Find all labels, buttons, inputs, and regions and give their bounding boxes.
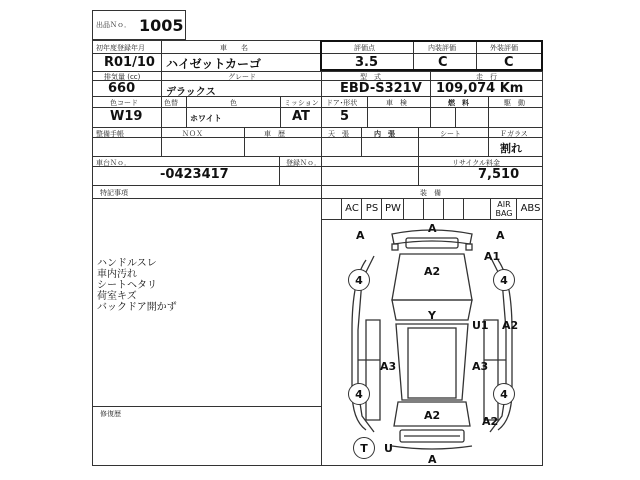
damage-bottom-u: U <box>384 442 393 455</box>
recycle-label: リサイクル料金 <box>452 159 501 167</box>
recycle-value: 7,510 <box>478 167 520 182</box>
color-code-label: 色コード <box>110 99 138 107</box>
reg-no-label: 登録Ｎｏ． <box>286 159 321 167</box>
inspection-label: 車 検 <box>386 99 407 107</box>
damage-front-left: A <box>356 229 365 242</box>
equipment-slot <box>403 199 424 219</box>
notes-list <box>97 258 177 313</box>
mission-value: AT <box>292 109 310 124</box>
lot-number: 1005 <box>139 16 184 35</box>
score-label: 評価点 <box>354 44 375 52</box>
roof-label: 天 張 <box>328 130 349 138</box>
damage-front-top: A <box>428 222 437 235</box>
equipment-label: 装 備 <box>420 189 441 197</box>
note-line: 車内汚れ <box>97 269 137 280</box>
reg-date-label: 初年度登録年月 <box>96 44 145 52</box>
equipment-row <box>341 199 543 219</box>
tire-front-left: 4 <box>348 269 370 291</box>
equipment-abs: ABS <box>516 199 544 219</box>
damage-rear-corner: A2 <box>482 415 499 428</box>
note-line: シートヘタリ <box>97 280 157 291</box>
damage-rear-bottom: A <box>428 453 437 466</box>
damage-left-rear: A3 <box>380 360 397 373</box>
grade-value: デラックス <box>166 87 216 98</box>
damage-right-front: A1 <box>484 250 501 263</box>
score-value: 3.5 <box>355 55 379 70</box>
door-value: 5 <box>340 109 350 124</box>
car-history-label: 車 歴 <box>264 130 285 138</box>
car-name-label: 車 名 <box>220 44 248 52</box>
tire-front-right: 4 <box>493 269 515 291</box>
repair-history-label: 修復歴 <box>100 410 121 418</box>
color-value: ホワイト <box>190 114 222 123</box>
equipment-airbag: AIR BAG <box>490 199 517 220</box>
damage-floor: Y <box>428 309 436 322</box>
tire-rear-left: 4 <box>348 383 370 405</box>
note-line: ハンドルスレ <box>97 258 157 269</box>
exterior-eval-label: 外装評価 <box>490 44 518 52</box>
damage-rear-panel: A2 <box>424 409 441 422</box>
damage-front-right: A <box>496 229 505 242</box>
interior-eval-label: 内装評価 <box>428 44 456 52</box>
car-name-value: ハイゼットカーゴ <box>166 57 262 71</box>
car-diagram <box>322 220 542 466</box>
color-change-label: 色替 <box>164 99 178 107</box>
color-label: 色 <box>230 99 237 107</box>
damage-hood: A2 <box>424 265 441 278</box>
spare-tire: T <box>353 437 375 459</box>
nox-label: ＮＯＸ <box>182 130 203 138</box>
equipment-ac: AC <box>341 199 362 219</box>
drive-label: 駆 動 <box>504 99 525 107</box>
displacement-label: 排気量 (cc) <box>104 73 141 81</box>
color-code-value: W19 <box>110 109 143 124</box>
tire-rear-right: 4 <box>493 383 515 405</box>
mission-label: ミッション <box>284 99 319 107</box>
notes-label: 特記事項 <box>100 189 128 197</box>
equipment-pw: PW <box>381 199 404 219</box>
equipment-ps: PS <box>361 199 382 219</box>
fuel-label: 燃 料 <box>448 99 469 107</box>
mileage-value: 109,074 Km <box>436 81 524 96</box>
damage-side-u1: U1 <box>472 319 489 332</box>
equipment-slot <box>463 199 491 219</box>
manual-label: 整備手帳 <box>96 130 124 138</box>
front-glass-label: Ｆガラス <box>500 130 528 138</box>
interior-eval-value: C <box>438 55 448 70</box>
chassis-label: 車台Ｎｏ． <box>96 159 131 167</box>
seat-label: シート <box>440 130 461 138</box>
model-value: EBD-S321V <box>340 81 422 96</box>
model-label: 型 式 <box>360 73 381 81</box>
grade-label: グレード <box>228 73 256 81</box>
lot-label: 出品Ｎｏ． <box>96 21 131 29</box>
note-line: バックドア開かず <box>97 302 177 313</box>
lot-box <box>92 10 186 40</box>
equipment-slot <box>423 199 444 219</box>
front-glass-value: 割れ <box>500 142 522 155</box>
damage-side-a2: A2 <box>502 319 519 332</box>
reg-date-value: R01/10 <box>104 55 155 70</box>
equipment-slot <box>443 199 464 219</box>
damage-right-rear: A3 <box>472 360 489 373</box>
displacement-value: 660 <box>108 81 136 96</box>
door-label: ドア･形状 <box>326 99 358 107</box>
mileage-label: 走 行 <box>476 73 497 81</box>
note-line: 荷室キズ <box>97 291 137 302</box>
chassis-value: -0423417 <box>160 167 229 182</box>
exterior-eval-value: C <box>504 55 514 70</box>
inner-lining-label: 内 張 <box>374 130 395 138</box>
